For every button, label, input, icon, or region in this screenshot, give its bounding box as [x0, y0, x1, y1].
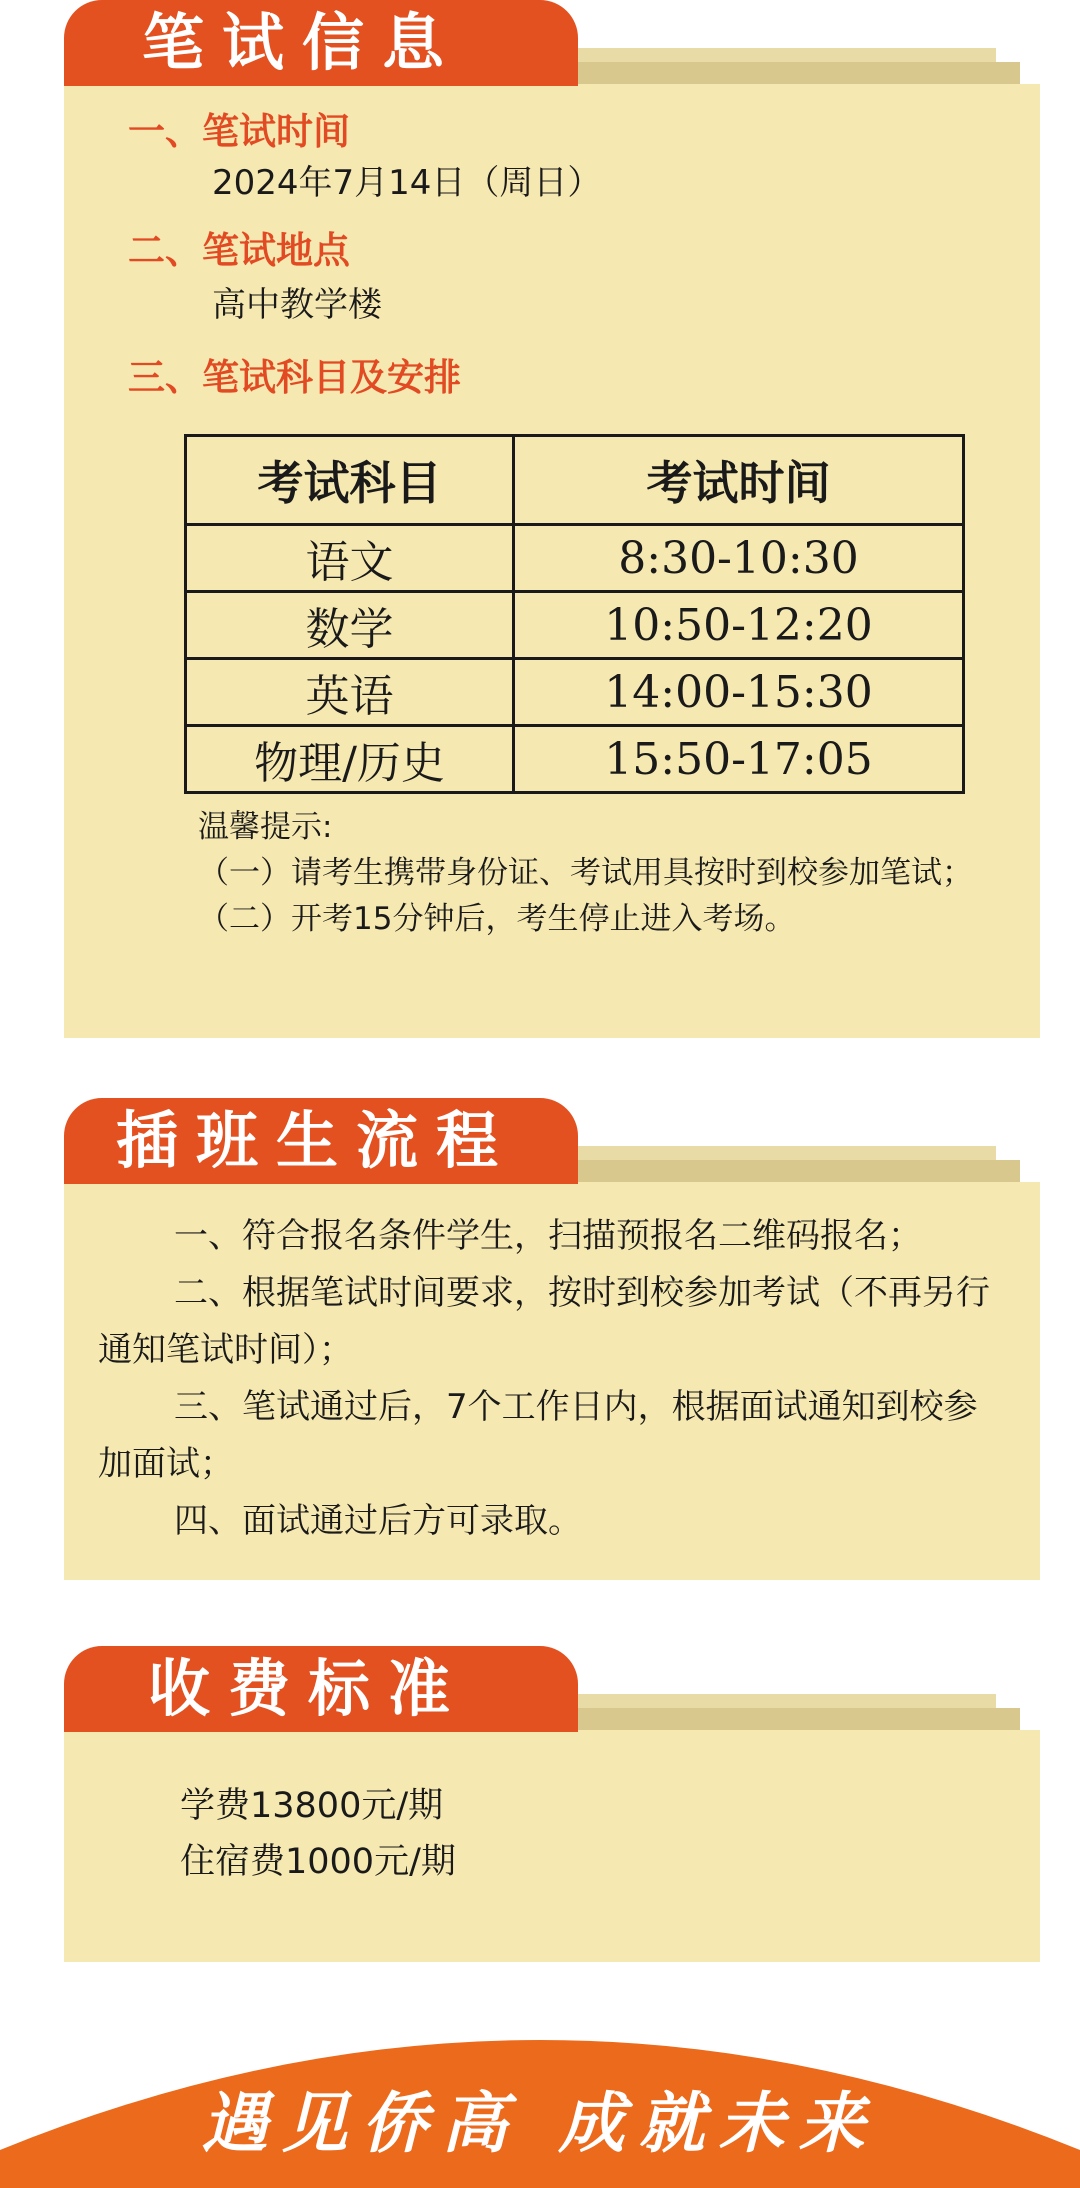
process-step: 四、面试通过后方可录取。 — [174, 1501, 582, 1541]
tab-strip-front — [560, 1160, 1020, 1184]
tab-strip-front — [560, 1708, 1020, 1732]
table-header-row — [186, 436, 964, 525]
subject-cell: 物理/历史 — [186, 726, 514, 793]
time-cell: 8:30-10:30 — [514, 525, 964, 592]
written-exam-section — [0, 0, 1080, 1040]
table-row — [186, 592, 964, 659]
transfer-process-steps — [98, 1208, 998, 1550]
exam-schedule-table — [184, 434, 965, 794]
transfer-process-title: 插班生流程 — [64, 1098, 578, 1184]
subject-cell: 英语 — [186, 659, 514, 726]
exam-subjects-heading: 三、笔试科目及安排 — [128, 356, 461, 399]
table-row — [186, 726, 964, 793]
time-cell: 14:00-15:30 — [514, 659, 964, 726]
tip-item: （一）请考生携带身份证、考试用具按时到校参加笔试； — [198, 855, 973, 891]
exam-place-value: 高中教学楼 — [212, 285, 382, 325]
table-row — [186, 659, 964, 726]
exam-time-value: 2024年7月14日（周日） — [212, 163, 602, 203]
process-step: 二、根据笔试时间要求，按时到校参加考试（不再另行通知笔试时间）； — [98, 1273, 990, 1370]
time-cell: 15:50-17:05 — [514, 726, 964, 793]
boarding-fee: 住宿费1000元/期 — [180, 1842, 456, 1882]
exam-time-heading: 一、笔试时间 — [128, 110, 350, 153]
time-cell: 10:50-12:20 — [514, 592, 964, 659]
exam-place-heading: 二、笔试地点 — [128, 229, 350, 272]
tuition-fee: 学费13800元/期 — [180, 1786, 444, 1826]
table-row — [186, 525, 964, 592]
tip-item: （二）开考15分钟后，考生停止进入考场。 — [198, 901, 796, 937]
exam-tips — [198, 804, 998, 942]
process-step: 三、笔试通过后，7个工作日内，根据面试通知到校参加面试； — [98, 1387, 978, 1484]
written-exam-title: 笔试信息 — [64, 0, 578, 86]
tips-title: 温馨提示: — [198, 809, 333, 845]
fees-section — [0, 1646, 1080, 1966]
subject-cell: 语文 — [186, 525, 514, 592]
header-subject: 考试科目 — [186, 436, 514, 525]
subject-cell: 数学 — [186, 592, 514, 659]
header-time: 考试时间 — [514, 436, 964, 525]
process-step: 一、符合报名条件学生，扫描预报名二维码报名； — [174, 1216, 922, 1256]
fees-title: 收费标准 — [64, 1646, 578, 1732]
tab-strip-front — [560, 62, 1020, 86]
footer-slogan: 遇见侨高 成就未来 — [201, 2084, 879, 2162]
